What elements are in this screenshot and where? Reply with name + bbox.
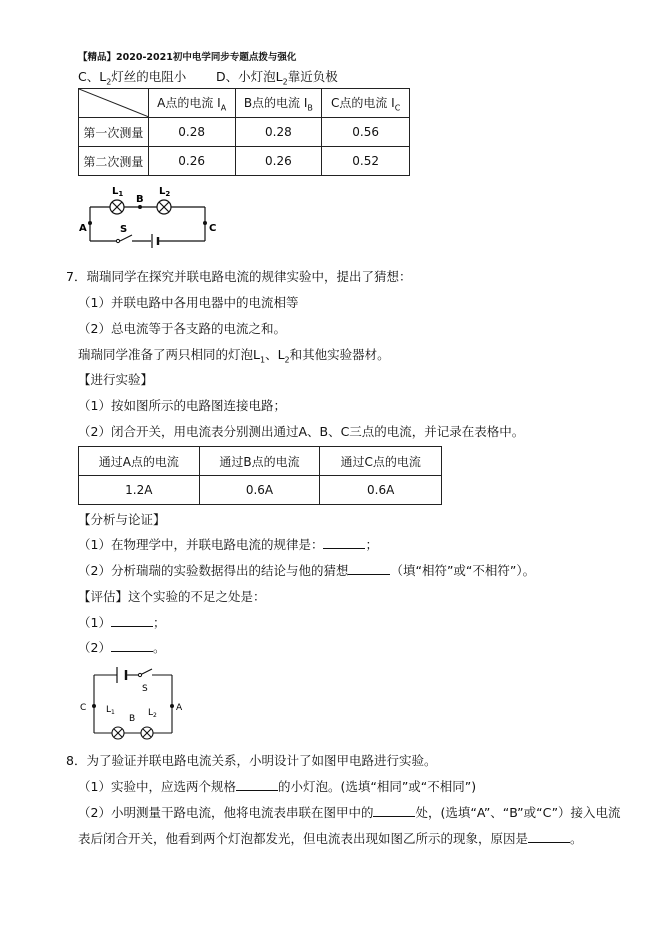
table-row-label: 第一次测量 [79, 118, 149, 147]
label-b: B [129, 714, 136, 724]
lamp-l1-icon [112, 727, 124, 739]
battery-icon [152, 234, 158, 248]
lamp-l2-icon [141, 727, 153, 739]
q8-part-2-cont: 表后闭合开关，他看到两个灯泡都发光，但电流表出现如图乙所示的现象，原因是 。 [78, 831, 583, 846]
table-cell: 0.6A [320, 476, 442, 505]
table-header-cell: B点的电流 $I_B$ [235, 89, 322, 118]
table-cell: 1.2A [79, 476, 200, 505]
answer-blank[interactable] [373, 816, 415, 817]
option-d: D、小灯泡$L_2$靠近负极 [216, 69, 338, 87]
switch-icon [116, 239, 119, 242]
table-header-cell: A点的电流 $I_A$ [148, 89, 235, 118]
label-a: A [79, 223, 87, 234]
table-corner-cell [79, 89, 149, 118]
node-c-dot [203, 221, 207, 225]
q7-analysis-1: （1）在物理学中，并联电路电流的规律是： ； [78, 537, 378, 552]
lamp-l2-icon [157, 200, 171, 214]
q8-part-2: （2）小明测量干路电流，他将电流表串联在图甲中的 处，(选填“A”、“B”或“C”）接入电流 [78, 805, 621, 820]
q7-section-experiment: 【进行实验】 [78, 372, 154, 387]
table-cell: 0.28 [148, 118, 235, 147]
node-c-dot [92, 704, 96, 708]
series-circuit-diagram [70, 180, 230, 255]
q7-intro: 7．瑞瑞同学在探究并联电路电流的规律实验中，提出了猜想： [66, 269, 412, 284]
measurement-table [78, 88, 410, 176]
q7-preparation: 瑞瑞同学准备了两只相同的灯泡$L_1$、$L_2$和其他实验器材。 [78, 347, 390, 365]
label-c: C [80, 703, 87, 713]
q7-evaluation-2: （2） 。 [78, 640, 166, 655]
q8-part-1: （1）实验中，应选两个规格 的小灯泡。(选填“相同”或“不相同”) [78, 779, 477, 794]
label-a: A [176, 703, 183, 713]
switch-icon [138, 673, 141, 676]
current-table [78, 446, 442, 505]
q7-step-1: （1）按如图所示的电路图连接电路； [78, 398, 286, 413]
table-header-cell: 通过B点的电流 [199, 447, 320, 476]
q7-hypothesis-1: （1）并联电路中各用电器中的电流相等 [78, 295, 299, 310]
table-cell: 0.56 [322, 118, 410, 147]
table-row-label: 第二次测量 [79, 147, 149, 176]
label-l2: $L_2$ [159, 186, 171, 198]
document-header: 【精品】2020-2021初中电学同步专题点拨与强化 [78, 52, 297, 63]
diagonal-line-icon [79, 89, 149, 117]
node-b-dot [138, 205, 142, 209]
q7-section-analysis: 【分析与论证】 [78, 512, 166, 527]
table-header-cell: C点的电流 $I_C$ [322, 89, 410, 118]
q7-evaluation: 【评估】这个实验的不足之处是： [78, 589, 266, 604]
parallel-circuit-diagram [72, 662, 192, 748]
node-a-dot [170, 704, 174, 708]
table-header-cell: 通过A点的电流 [79, 447, 200, 476]
answer-blank[interactable] [111, 651, 153, 652]
table-row [79, 476, 442, 505]
answer-blank[interactable] [111, 626, 153, 627]
node-a-dot [88, 221, 92, 225]
table-cell: 0.52 [322, 147, 410, 176]
table-row [79, 118, 410, 147]
table-cell: 0.26 [235, 147, 322, 176]
table-header-cell: 通过C点的电流 [320, 447, 442, 476]
q8-intro: 8．为了验证并联电路电流关系，小明设计了如图甲电路进行实验。 [66, 753, 437, 768]
table-cell: 0.28 [235, 118, 322, 147]
battery-icon [117, 667, 126, 683]
table-header-row [79, 447, 442, 476]
q7-step-2: （2）闭合开关，用电流表分别测出通过A、B、C三点的电流，并记录在表格中。 [78, 424, 525, 439]
label-l1: $L_1$ [106, 705, 115, 716]
label-s: S [120, 224, 128, 235]
q7-hypothesis-2: （2）总电流等于各支路的电流之和。 [78, 321, 286, 336]
q7-evaluation-1: （1） ； [78, 615, 166, 630]
answer-blank[interactable] [236, 790, 278, 791]
label-l2: $L_2$ [148, 708, 157, 719]
lamp-l1-icon [110, 200, 124, 214]
table-cell: 0.26 [148, 147, 235, 176]
label-c: C [209, 223, 217, 234]
table-row [79, 147, 410, 176]
table-cell: 0.6A [199, 476, 320, 505]
option-c: C、$L_2$灯丝的电阻小 [78, 69, 187, 87]
q7-analysis-2: （2）分析瑞瑞的实验数据得出的结论与他的猜想 （填“相符”或“不相符”）。 [78, 563, 536, 578]
label-s: S [142, 684, 148, 694]
label-b: B [136, 194, 144, 205]
label-l1: $L_1$ [112, 186, 124, 198]
answer-blank[interactable] [528, 842, 570, 843]
answer-blank[interactable] [348, 574, 390, 575]
table-header-row [79, 89, 410, 118]
answer-blank[interactable] [323, 548, 365, 549]
